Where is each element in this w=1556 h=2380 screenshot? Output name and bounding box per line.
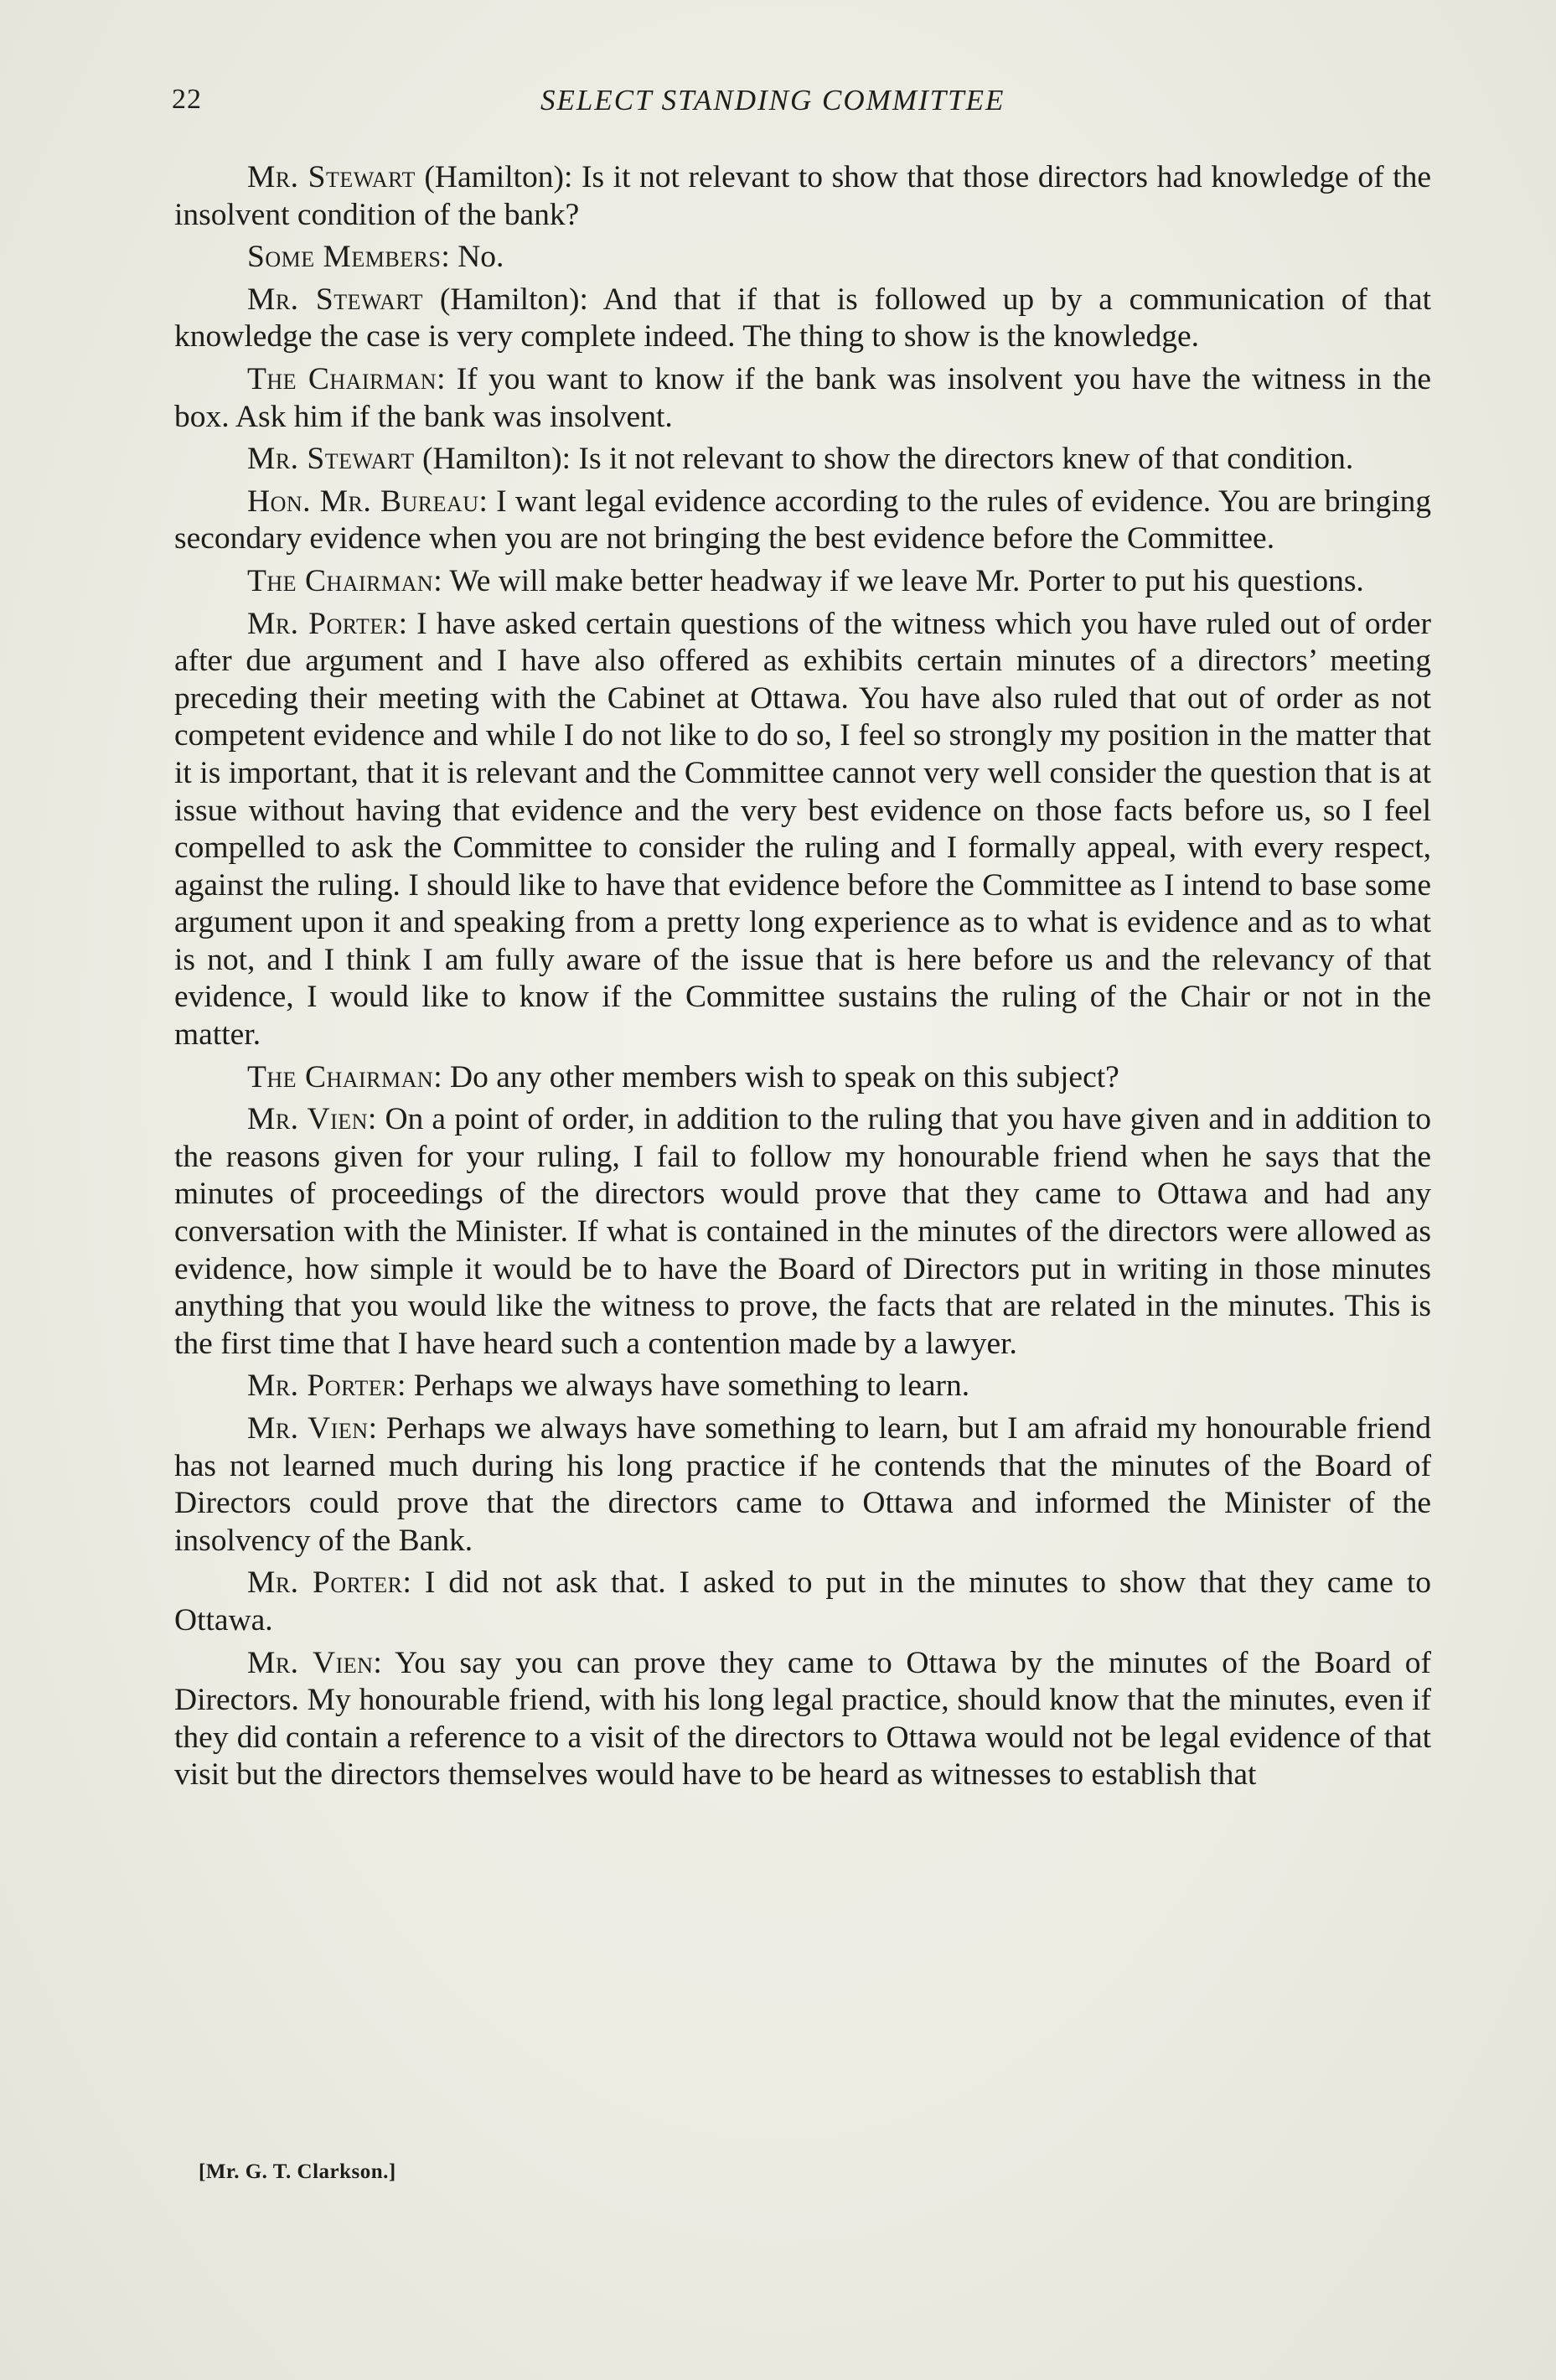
page-number: 22 xyxy=(172,84,202,115)
speaker-name: The Chairman xyxy=(247,563,434,598)
paragraph-text: I have asked certain questions of the witness which you have ruled out of order after due argument and I have also offered as exhibits certain minutes of a directors’ meeting preceding their meeting with the Cabinet at Ottawa. You have also ruled that out of order as not competent evidence and while I do not like to do so, I feel so strongly my position in the matter that it is important, that it is relevant and the Committee cannot very well consider the question that is at issue without having that evidence and the very best evidence on those facts before us, so I feel compelled to ask the Committee to consider the ruling and I formally appeal, with every respect, against the ruling. I should like to have that evidence before the Committee as I intend to base some argument upon it and speaking from a pretty long experience as to what is evidence and as to what is not, and I think I am fully aware of the issue that is here before us and the relevancy of that evidence, I would like to know if the Committee sustains the ruling of the Chair or not in the matter. xyxy=(174,606,1432,1053)
speaker-name: The Chairman xyxy=(247,1059,434,1094)
speaker-separator: : xyxy=(373,1645,395,1680)
speaker-separator: : xyxy=(433,1059,450,1094)
transcript-paragraph xyxy=(174,563,1431,601)
paragraph-text: I did not ask that. I asked to put in the minutes to show that they came to Ottawa. xyxy=(174,1565,1432,1638)
speaker-name: Mr. Vien xyxy=(247,1411,369,1446)
transcript-paragraph xyxy=(174,1101,1431,1363)
speaker-name: Mr. Porter xyxy=(247,606,399,641)
transcript-paragraph xyxy=(174,1410,1431,1560)
speaker-separator: : xyxy=(396,1368,414,1404)
speaker-name: Mr. Stewart xyxy=(247,442,415,477)
transcript-paragraph xyxy=(174,606,1431,1054)
paragraph-text: Perhaps we always have something to learn, but I am afraid my honourable friend has not learned much during his long practice if he contends that the minutes of the Board of Directors could prove that the directors came to Ottawa and informed the Minister of the insolvency of the Bank. xyxy=(174,1411,1431,1558)
paragraph-text: If you want to know if the bank was insolvent you have the witness in the box. Ask him if the bank was insolvent. xyxy=(174,361,1431,434)
transcript-paragraph xyxy=(174,1565,1431,1639)
speaker-separator: : xyxy=(433,563,450,598)
paragraph-text: We will make better headway if we leave Mr. Porter to put his questions. xyxy=(449,563,1364,598)
speaker-name: Mr. Vien xyxy=(247,1645,374,1680)
paragraph-text: I want legal evidence according to the rules of evidence. You are bringing secondary evidence when you are not bringing the best evidence before the Committee. xyxy=(174,484,1431,556)
speaker-name: Mr. Vien xyxy=(247,1102,368,1137)
speaker-name: Mr. Stewart xyxy=(247,160,416,194)
speaker-separator: (Hamilton): xyxy=(415,160,582,194)
speaker-separator: (Hamilton): xyxy=(423,282,603,317)
paragraph-text: No. xyxy=(457,240,504,275)
speaker-separator: : xyxy=(368,1411,386,1446)
speaker-name: The Chairman xyxy=(247,361,437,396)
speaker-name: Mr. Porter xyxy=(247,1368,397,1404)
witness-attribution: [Mr. G. T. Clarkson.] xyxy=(199,2160,396,2183)
speaker-name: Some Members xyxy=(247,240,442,275)
transcript-paragraph xyxy=(174,1059,1431,1097)
running-title: SELECT STANDING COMMITTEE xyxy=(540,84,1005,116)
paragraph-text: Is it not relevant to show that those directors had knowledge of the insolvent condition of the bank? xyxy=(174,160,1431,232)
speaker-name: Mr. Porter xyxy=(247,1565,403,1601)
transcript-paragraph xyxy=(174,1368,1431,1405)
paragraph-text: Perhaps we always have something to learn. xyxy=(413,1368,970,1404)
transcript-paragraph xyxy=(174,159,1431,234)
speaker-separator: : xyxy=(402,1565,425,1601)
speaker-separator: : xyxy=(398,606,417,641)
speaker-separator: : xyxy=(478,484,497,519)
paragraph-text: On a point of order, in addition to the ruling that you have given and in addition to the reasons given for your ruling, I fail to follow my honourable friend when he says that the minutes of proceedings of the directors would prove that they came to Ottawa and had any conversation with the Minister. If what is contained in the minutes of the directors were allowed as evidence, how simple it would be to have the Board of Directors put in writing in those minutes anything that you would like the witness to prove, the facts that are related in the minutes. This is the first time that I have heard such a contention made by a lawyer. xyxy=(174,1102,1432,1361)
speaker-separator: : xyxy=(441,240,458,275)
transcript-body xyxy=(174,159,1431,1799)
paragraph-text: And that if that is followed up by a communication of that knowledge the case is very complete indeed. The thing to show is the knowledge. xyxy=(174,282,1431,354)
transcript-paragraph xyxy=(174,441,1431,479)
transcript-paragraph xyxy=(174,282,1431,356)
speaker-name: Hon. Mr. Bureau xyxy=(247,484,479,519)
page-header xyxy=(172,84,1429,134)
speaker-separator: : xyxy=(437,361,457,396)
paragraph-text: Is it not relevant to show the directors knew of that condition. xyxy=(578,442,1354,477)
speaker-name: Mr. Stewart xyxy=(247,282,424,317)
speaker-separator: : xyxy=(367,1102,385,1137)
transcript-paragraph xyxy=(174,361,1431,436)
paragraph-text: You say you can prove they came to Ottawa by the minutes of the Board of Directors. My honourable friend, with his long legal practice, should know that the minutes, even if they did contain a reference to a visit of the directors to Ottawa would not be legal evidence of that visit but the directors themselves would have to be heard as witnesses to establish that xyxy=(174,1645,1431,1793)
transcript-paragraph xyxy=(174,1645,1431,1794)
speaker-separator: (Hamilton): xyxy=(414,442,579,477)
paragraph-text: Do any other members wish to speak on this subject? xyxy=(449,1059,1119,1094)
transcript-paragraph xyxy=(174,484,1431,558)
transcript-paragraph xyxy=(174,239,1431,277)
